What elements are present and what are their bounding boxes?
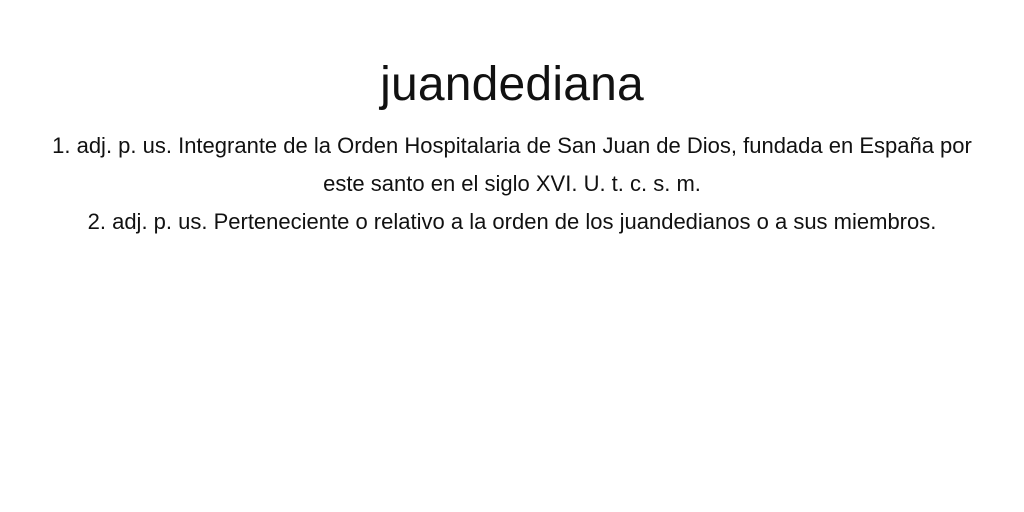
definition-1: 1. adj. p. us. Integrante de la Orden Hospitalaria de San Juan de Dios, fundada en España por este santo en el siglo XVI. U. t. c. s. m. bbox=[52, 133, 972, 196]
definition-list bbox=[52, 127, 972, 241]
definition-2: 2. adj. p. us. Perteneciente o relativo a la orden de los juandedianos o a sus miembros. bbox=[87, 209, 937, 234]
entry-headword: juandediana bbox=[380, 58, 644, 111]
